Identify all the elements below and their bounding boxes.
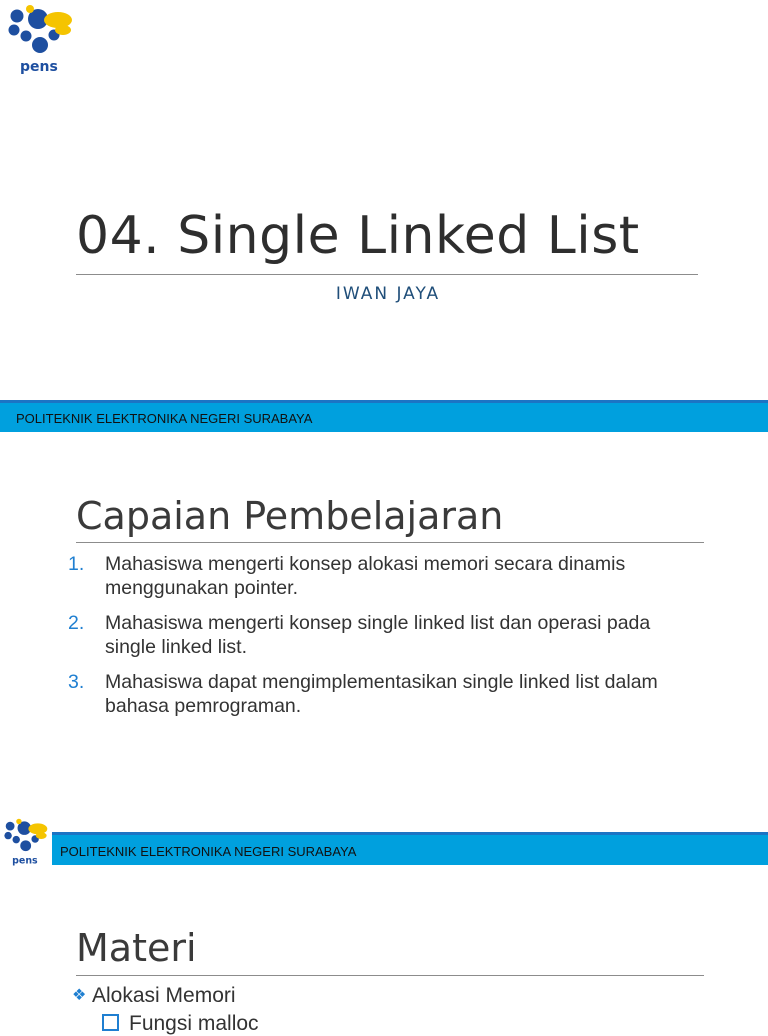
list-number: 3. [68,671,85,693]
list-item-line1: Mahasiswa mengerti konsep single linked list dan operasi pada [105,612,651,634]
footer-band [0,403,768,432]
list-item-line1: Mahasiswa dapat mengimplementasikan single linked list dalam [105,671,658,693]
slide-title: 04. Single Linked List [76,206,640,266]
footer-text: POLITEKNIK ELEKTRONIKA NEGERI SURABAYA [16,411,313,426]
list-item [72,984,259,1008]
list-item [68,670,708,718]
list-item-line2: bahasa pemrograman. [105,695,302,717]
logo-text: pens [20,59,58,74]
heading-underline [76,542,704,543]
pens-logo-small [0,816,52,868]
section-heading: Materi [76,926,197,970]
footer-band [0,835,768,865]
list-item-label: Alokasi Memori [92,984,236,1007]
list-item-line2: menggunakan pointer. [105,577,298,599]
list-number: 2. [68,612,85,634]
list-item [72,1012,259,1036]
learning-outcomes-list [68,552,708,729]
logo-text: pens [12,855,38,866]
materi-list [72,984,259,1036]
list-item-line1: Mahasiswa mengerti konsep alokasi memori secara dinamis [105,553,626,575]
diamond-bullet-icon: ❖ [72,987,87,1004]
square-bullet-icon [102,1014,119,1031]
footer-text: POLITEKNIK ELEKTRONIKA NEGERI SURABAYA [60,844,357,859]
list-number: 1. [68,553,85,575]
slide-subtitle: IWAN JAYA [335,284,441,304]
list-item [68,611,708,659]
list-item-line2: single linked list. [105,636,247,658]
pens-logo [2,2,76,74]
title-underline [76,274,698,275]
section-heading: Capaian Pembelajaran [76,494,504,538]
heading-underline [76,975,704,976]
list-item-label: Fungsi malloc [129,1012,259,1035]
list-item [68,552,708,600]
